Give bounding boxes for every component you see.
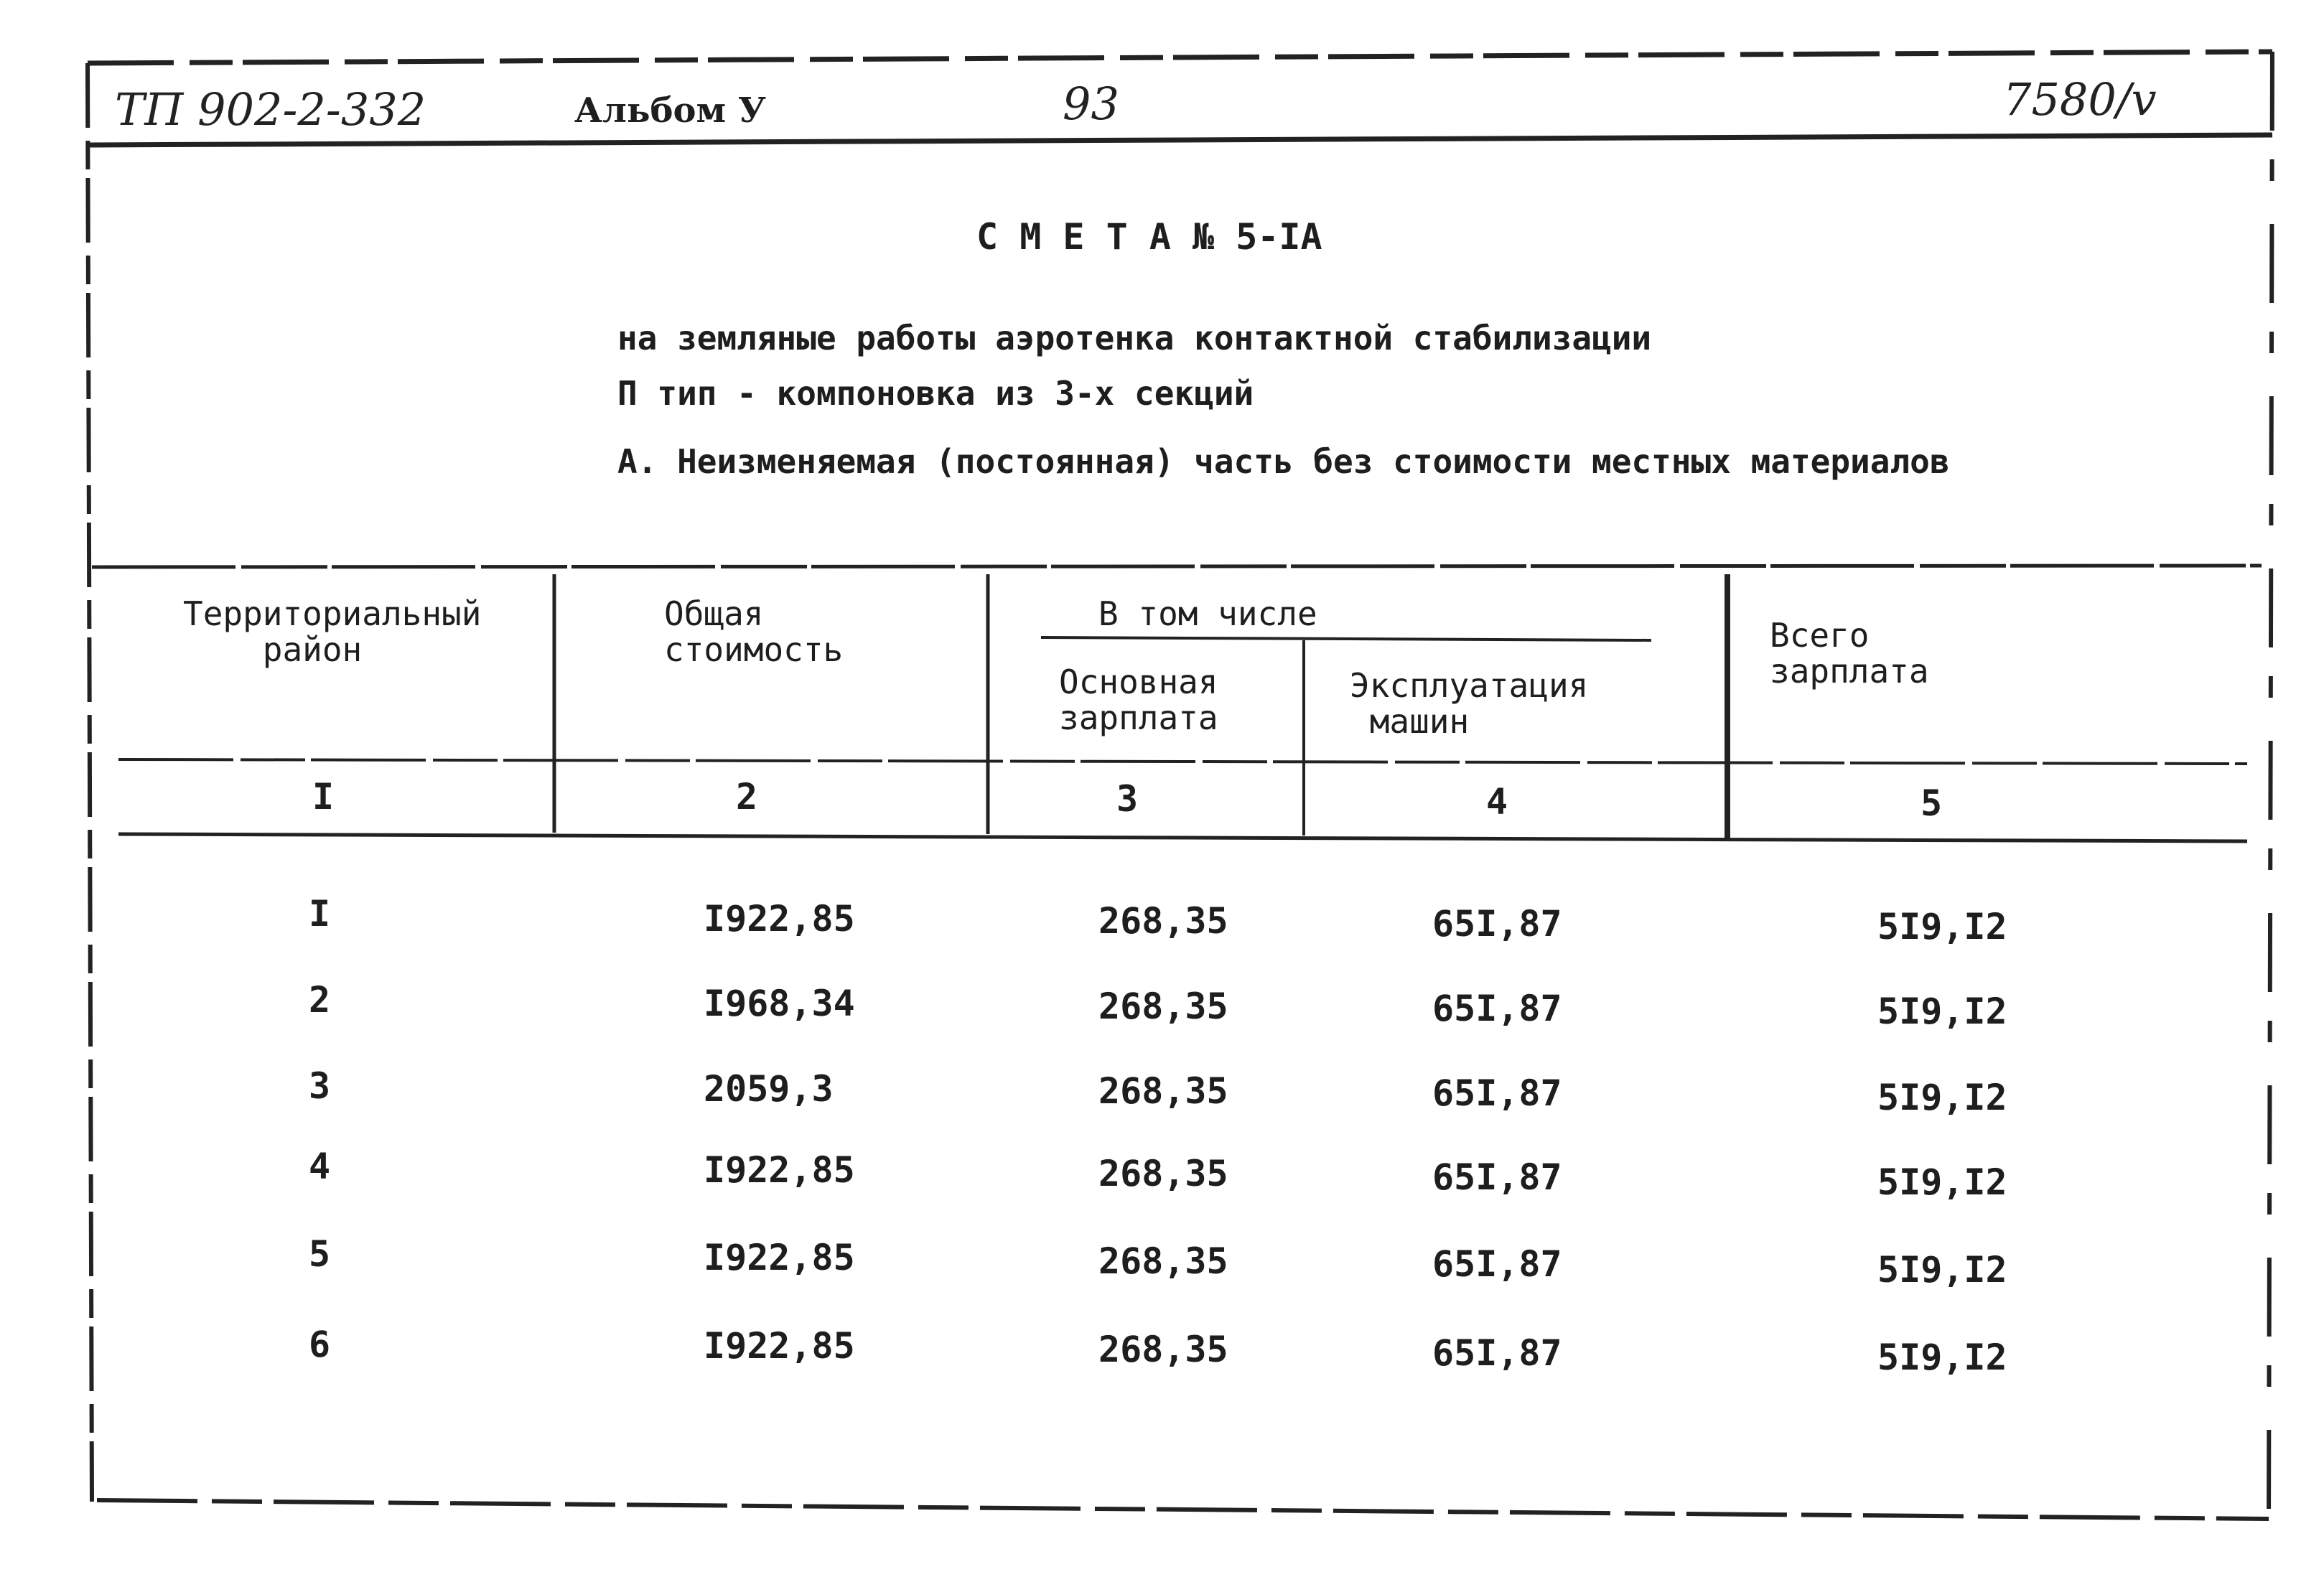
cell-base-salary: 268,35 (1098, 1070, 1228, 1112)
cell-total-cost: I922,85 (704, 1325, 855, 1367)
column-number-3: 3 (1116, 778, 1139, 820)
cell-machines: 65I,87 (1432, 988, 1562, 1029)
cell-machines: 65I,87 (1432, 1243, 1562, 1285)
cell-total-cost: I922,85 (704, 1237, 855, 1278)
cell-base-salary: 268,35 (1098, 1153, 1228, 1194)
cell-base-salary: 268,35 (1098, 900, 1228, 942)
album-label: Альбом У (574, 90, 766, 131)
column-number-4: 4 (1485, 781, 1508, 823)
header-base-salary: Основная зарплата (1059, 663, 1218, 737)
cell-total-salary: 5I9,I2 (1877, 1337, 2007, 1378)
header-total-cost: Общая стоимость (664, 594, 844, 669)
cell-base-salary: 268,35 (1098, 1240, 1228, 1282)
header-machines: Эксплуатация машин (1350, 666, 1589, 741)
cell-region: 3 (309, 1065, 331, 1107)
cell-machines: 65I,87 (1432, 1156, 1562, 1198)
cell-total-salary: 5I9,I2 (1877, 906, 2007, 947)
cell-total-cost: I968,34 (704, 983, 855, 1024)
cell-region: 5 (309, 1233, 331, 1275)
cell-region: I (309, 893, 331, 935)
project-code: ТП 902-2-332 (115, 83, 426, 136)
cell-total-salary: 5I9,I2 (1877, 1077, 2007, 1118)
cell-machines: 65I,87 (1432, 903, 1562, 945)
cell-base-salary: 268,35 (1098, 986, 1228, 1027)
cell-total-cost: I922,85 (704, 898, 855, 940)
section-heading: А. Неизменяемая (постоянная) часть без стоимости местных материалов (617, 442, 1950, 481)
cell-machines: 65I,87 (1432, 1072, 1562, 1114)
cell-total-salary: 5I9,I2 (1877, 991, 2007, 1032)
cell-base-salary: 268,35 (1098, 1329, 1228, 1370)
header-including: В том числе (1098, 594, 1317, 633)
column-number-2: 2 (735, 776, 758, 818)
header-total-salary: Всего зарплата (1770, 616, 1929, 691)
column-number-5: 5 (1920, 782, 1943, 824)
cell-total-cost: I922,85 (704, 1149, 855, 1191)
page-number: 93 (1063, 78, 1119, 130)
header-region: Территориальный район (183, 594, 482, 669)
column-number-1: I (312, 776, 335, 818)
sheet-code: 7580/v (2003, 73, 2157, 126)
document-title: С М Е Т А № 5-IА (976, 216, 1322, 258)
cell-region: 4 (309, 1146, 331, 1187)
cell-total-salary: 5I9,I2 (1877, 1249, 2007, 1291)
cell-machines: 65I,87 (1432, 1332, 1562, 1374)
cell-total-salary: 5I9,I2 (1877, 1161, 2007, 1203)
subtitle-line-2: П тип - компоновка из 3-х секций (617, 374, 1254, 413)
cell-region: 2 (309, 979, 331, 1021)
cell-total-cost: 2059,3 (704, 1068, 834, 1110)
subtitle-line-1: на земляные работы аэротенка контактной стабилизации (617, 319, 1652, 357)
cell-region: 6 (309, 1324, 331, 1365)
